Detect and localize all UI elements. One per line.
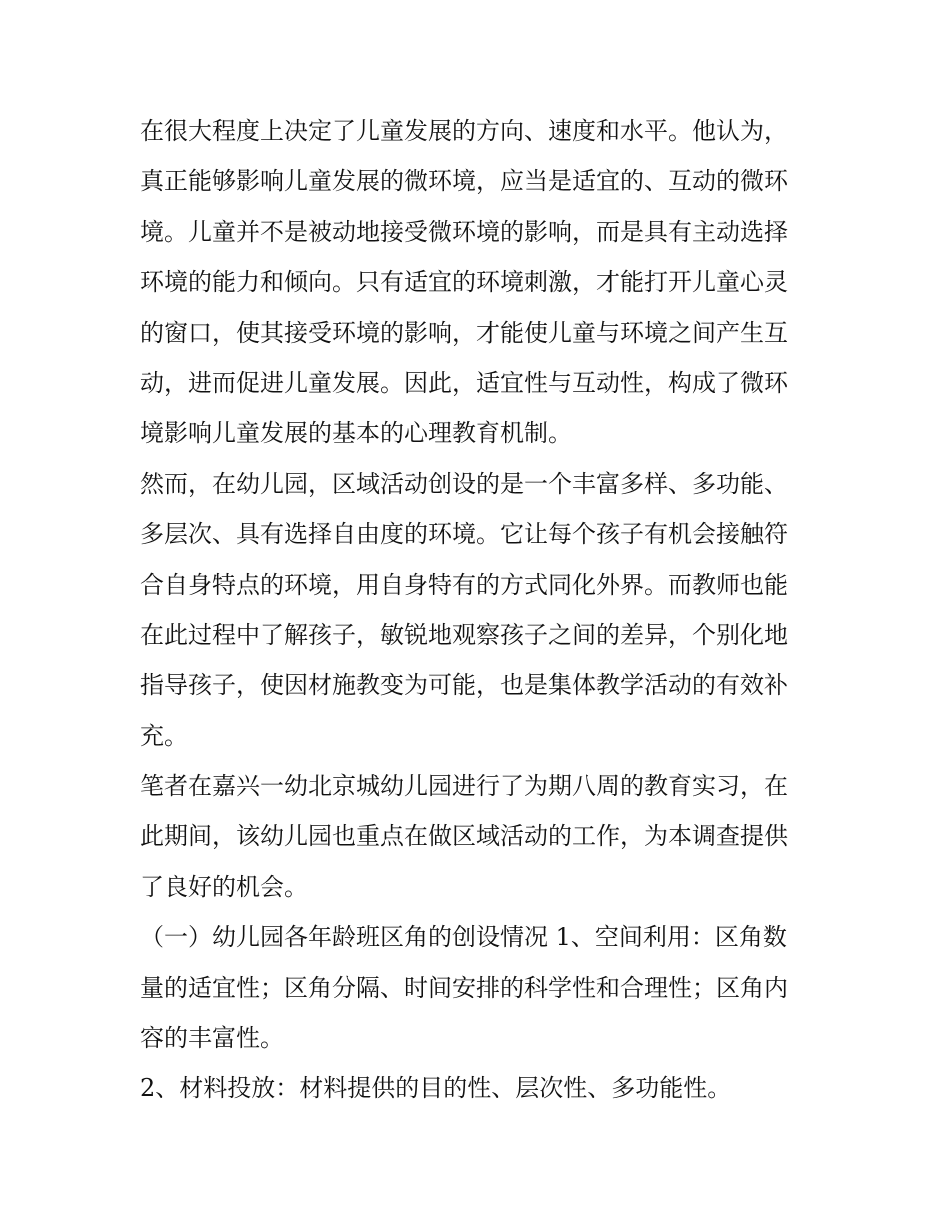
paragraph-5 — [140, 1063, 820, 1113]
text-line: 此期间，该幼儿园也重点在做区域活动的工作，为本调查提供 — [140, 822, 788, 851]
text-line: 的窗口，使其接受环境的影响，才能使儿童与环境之间产生互 — [140, 318, 788, 347]
paragraph-2 — [140, 459, 820, 761]
text-line: 境影响儿童发展的基本的心理教育机制。 — [140, 419, 572, 448]
text-line: 笔者在嘉兴一幼北京城幼儿园进行了为期八周的教育实习，在 — [140, 772, 788, 801]
text-line: 2、材料投放：材料提供的目的性、层次性、多功能性。 — [140, 1074, 732, 1103]
paragraph-1 — [140, 106, 820, 459]
text-line: 了良好的机会。 — [140, 872, 308, 901]
text-line: （一）幼儿园各年龄班区角的创设情况 1、空间利用：区角数 — [140, 923, 787, 952]
text-line: 多层次、具有选择自由度的环境。它让每个孩子有机会接触符 — [140, 520, 788, 549]
text-line: 在很大程度上决定了儿童发展的方向、速度和水平。他认为， — [140, 117, 788, 145]
paragraph-4 — [140, 912, 820, 1063]
paragraph-3 — [140, 761, 820, 912]
text-line: 境。儿童并不是被动地接受微环境的影响，而是具有主动选择 — [140, 217, 788, 246]
text-line: 量的适宜性；区角分隔、时间安排的科学性和合理性；区角内 — [140, 973, 788, 1002]
text-line: 然而，在幼儿园，区域活动创设的是一个丰富多样、多功能、 — [140, 469, 788, 498]
text-line: 合自身特点的环境，用自身特有的方式同化外界。而教师也能 — [140, 570, 788, 599]
text-line: 环境的能力和倾向。只有适宜的环境刺激，才能打开儿童心灵 — [140, 268, 788, 297]
text-line: 动，进而促进儿童发展。因此，适宜性与互动性，构成了微环 — [140, 368, 788, 397]
text-line: 指导孩子，使因材施教变为可能，也是集体教学活动的有效补 — [140, 671, 788, 700]
body-text — [140, 106, 820, 1114]
text-line: 真正能够影响儿童发展的微环境，应当是适宜的、互动的微环 — [140, 167, 788, 196]
text-line: 容的丰富性。 — [140, 1024, 284, 1053]
text-line: 在此过程中了解孩子，敏锐地观察孩子之间的差异，个别化地 — [140, 620, 788, 649]
text-line: 充。 — [140, 721, 188, 750]
